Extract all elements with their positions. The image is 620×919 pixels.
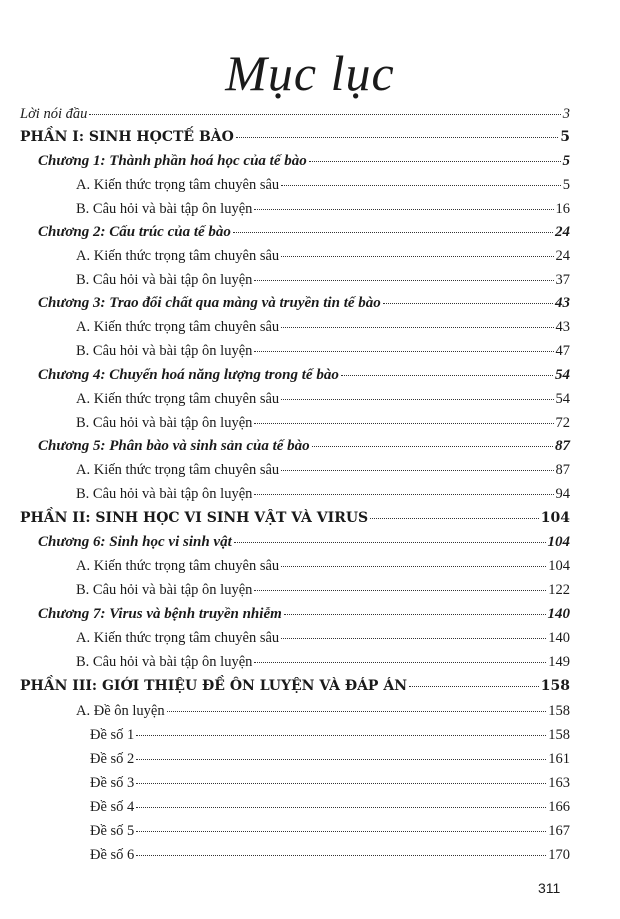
toc-entry-section[interactable] [76,415,570,437]
toc-page: 54 [555,367,570,383]
toc-page: 87 [555,438,570,454]
toc-page: 54 [555,391,570,407]
toc-label: B. Câu hỏi và bài tập ôn luyện [76,201,253,217]
toc-label: Chương 2: Cấu trúc của tế bào [38,224,231,240]
page-title: Mục lục [225,45,395,101]
leader-dots [234,542,546,543]
toc-entry-chapter-4[interactable] [38,367,570,389]
leader-dots [89,114,560,115]
leader-dots [281,566,546,567]
toc-label: A. Kiến thức trọng tâm chuyên sâu [76,630,280,646]
leader-dots [281,399,553,400]
toc-entry-exam[interactable] [90,775,570,797]
leader-dots [254,590,546,591]
leader-dots [281,256,553,257]
page-number: 311 [538,880,561,896]
leader-dots [233,232,553,233]
toc-page: 94 [555,486,570,502]
toc-entry-chapter-1[interactable] [38,153,570,175]
toc-page: 140 [547,606,570,622]
toc-entry-section[interactable] [76,319,570,341]
toc-page: 16 [555,201,570,217]
toc-entry-section[interactable] [76,391,570,413]
toc-entry-exam[interactable] [90,751,570,773]
toc-entry-section[interactable] [76,272,570,294]
toc-label: B. Câu hỏi và bài tập ôn luyện [76,654,253,670]
toc-label: Lời nói đầu [20,106,88,122]
toc-label: A. Đề ôn luyện [76,703,165,719]
toc-page: 140 [548,630,570,646]
toc-label: B. Câu hỏi và bài tập ôn luyện [76,272,253,288]
toc-page: 43 [555,295,570,311]
leader-dots [254,351,553,352]
toc-entry-section[interactable] [76,248,570,270]
toc-label: PHẦN II: SINH HỌC VI SINH VẬT VÀ VIRUS [20,510,369,526]
leader-dots [309,161,561,162]
toc-entry-chapter-6[interactable] [38,534,570,556]
toc-page: 158 [548,727,570,743]
toc-label: Đề số 3 [90,775,135,791]
toc-entry-section[interactable] [76,703,570,725]
toc-entry-exam[interactable] [90,823,570,845]
toc-entry-section[interactable] [76,582,570,604]
leader-dots [281,638,546,639]
toc-label: A. Kiến thức trọng tâm chuyên sâu [76,462,280,478]
toc-entry-section[interactable] [76,177,570,199]
toc-page: 5 [560,129,570,145]
toc-page: 3 [562,106,570,122]
toc-label: Đề số 2 [90,751,135,767]
leader-dots [136,807,546,808]
toc-label: B. Câu hỏi và bài tập ôn luyện [76,415,253,431]
toc-entry-section[interactable] [76,558,570,580]
toc-label: B. Câu hỏi và bài tập ôn luyện [76,582,253,598]
leader-dots [370,518,539,519]
toc-entry-chapter-3[interactable] [38,295,570,317]
toc-entry-chapter-5[interactable] [38,438,570,460]
toc-label: A. Kiến thức trọng tâm chuyên sâu [76,558,280,574]
toc-entry-chapter-2[interactable] [38,224,570,246]
toc-entry-part-2[interactable] [20,510,570,532]
toc-page: 149 [548,654,570,670]
leader-dots [254,209,553,210]
toc-label: Đề số 5 [90,823,135,839]
toc-page: 161 [548,751,570,767]
toc-page: 170 [548,847,570,863]
toc-label: Chương 1: Thành phần hoá học của tế bào [38,153,307,169]
toc-page: 24 [555,248,570,264]
toc-label: Chương 7: Virus và bệnh truyền nhiễm [38,606,282,622]
toc-page: 47 [555,343,570,359]
leader-dots [383,303,553,304]
toc-entry-section[interactable] [76,654,570,676]
toc-label: Chương 3: Trao đổi chất qua màng và truyền tin tế bào [38,295,381,311]
leader-dots [254,662,546,663]
toc-page: 122 [548,582,570,598]
toc-entry-section[interactable] [76,343,570,365]
toc-entry-section[interactable] [76,486,570,508]
toc-page: 167 [548,823,570,839]
toc-entry-part-3[interactable] [20,678,570,700]
toc-entry-section[interactable] [76,462,570,484]
leader-dots [254,423,553,424]
toc-entry-exam[interactable] [90,799,570,821]
toc-label: Đề số 4 [90,799,135,815]
toc-page: 104 [547,534,570,550]
toc-label: A. Kiến thức trọng tâm chuyên sâu [76,177,280,193]
toc-entry-intro[interactable] [20,106,570,128]
toc-label: Chương 4: Chuyển hoá năng lượng trong tế bào [38,367,339,383]
toc-page: 37 [555,272,570,288]
toc-entry-section[interactable] [76,201,570,223]
toc-page: 158 [540,678,570,694]
leader-dots [254,494,553,495]
toc-label: Đề số 1 [90,727,135,743]
leader-dots [281,470,553,471]
toc-label: B. Câu hỏi và bài tập ôn luyện [76,343,253,359]
toc-label: A. Kiến thức trọng tâm chuyên sâu [76,391,280,407]
toc-page: 72 [555,415,570,431]
toc-entry-exam[interactable] [90,727,570,749]
toc-entry-part-1[interactable] [20,129,570,151]
leader-dots [341,375,553,376]
leader-dots [136,735,546,736]
toc-label: Chương 6: Sinh học vi sinh vật [38,534,232,550]
toc-page: 87 [555,462,570,478]
toc-entry-chapter-7[interactable] [38,606,570,628]
toc-page: 158 [548,703,570,719]
leader-dots [136,855,546,856]
toc-label: A. Kiến thức trọng tâm chuyên sâu [76,248,280,264]
toc-page: 104 [540,510,570,526]
leader-dots [136,759,546,760]
leader-dots [254,280,553,281]
leader-dots [409,686,539,687]
toc-page: 5 [562,177,570,193]
toc-entry-section[interactable] [76,630,570,652]
toc-page: 43 [555,319,570,335]
toc-page: 5 [562,153,570,169]
toc-label: Đề số 6 [90,847,135,863]
leader-dots [281,327,553,328]
leader-dots [312,446,553,447]
toc-page: 24 [555,224,570,240]
leader-dots [281,185,561,186]
leader-dots [236,137,558,138]
toc-page: 104 [548,558,570,574]
leader-dots [136,783,546,784]
leader-dots [167,711,547,712]
toc-label: B. Câu hỏi và bài tập ôn luyện [76,486,253,502]
toc-label: A. Kiến thức trọng tâm chuyên sâu [76,319,280,335]
toc-label: PHẦN I: SINH HỌCTẾ BÀO [20,129,234,145]
toc-page: 166 [548,799,570,815]
toc-label: Chương 5: Phân bào và sinh sản của tế bào [38,438,310,454]
leader-dots [136,831,546,832]
toc-page: 163 [548,775,570,791]
toc-label: PHẦN III: GIỚI THIỆU ĐỀ ÔN LUYỆN VÀ ĐÁP ÁN [20,678,407,694]
toc-entry-exam[interactable] [90,847,570,869]
leader-dots [284,614,546,615]
